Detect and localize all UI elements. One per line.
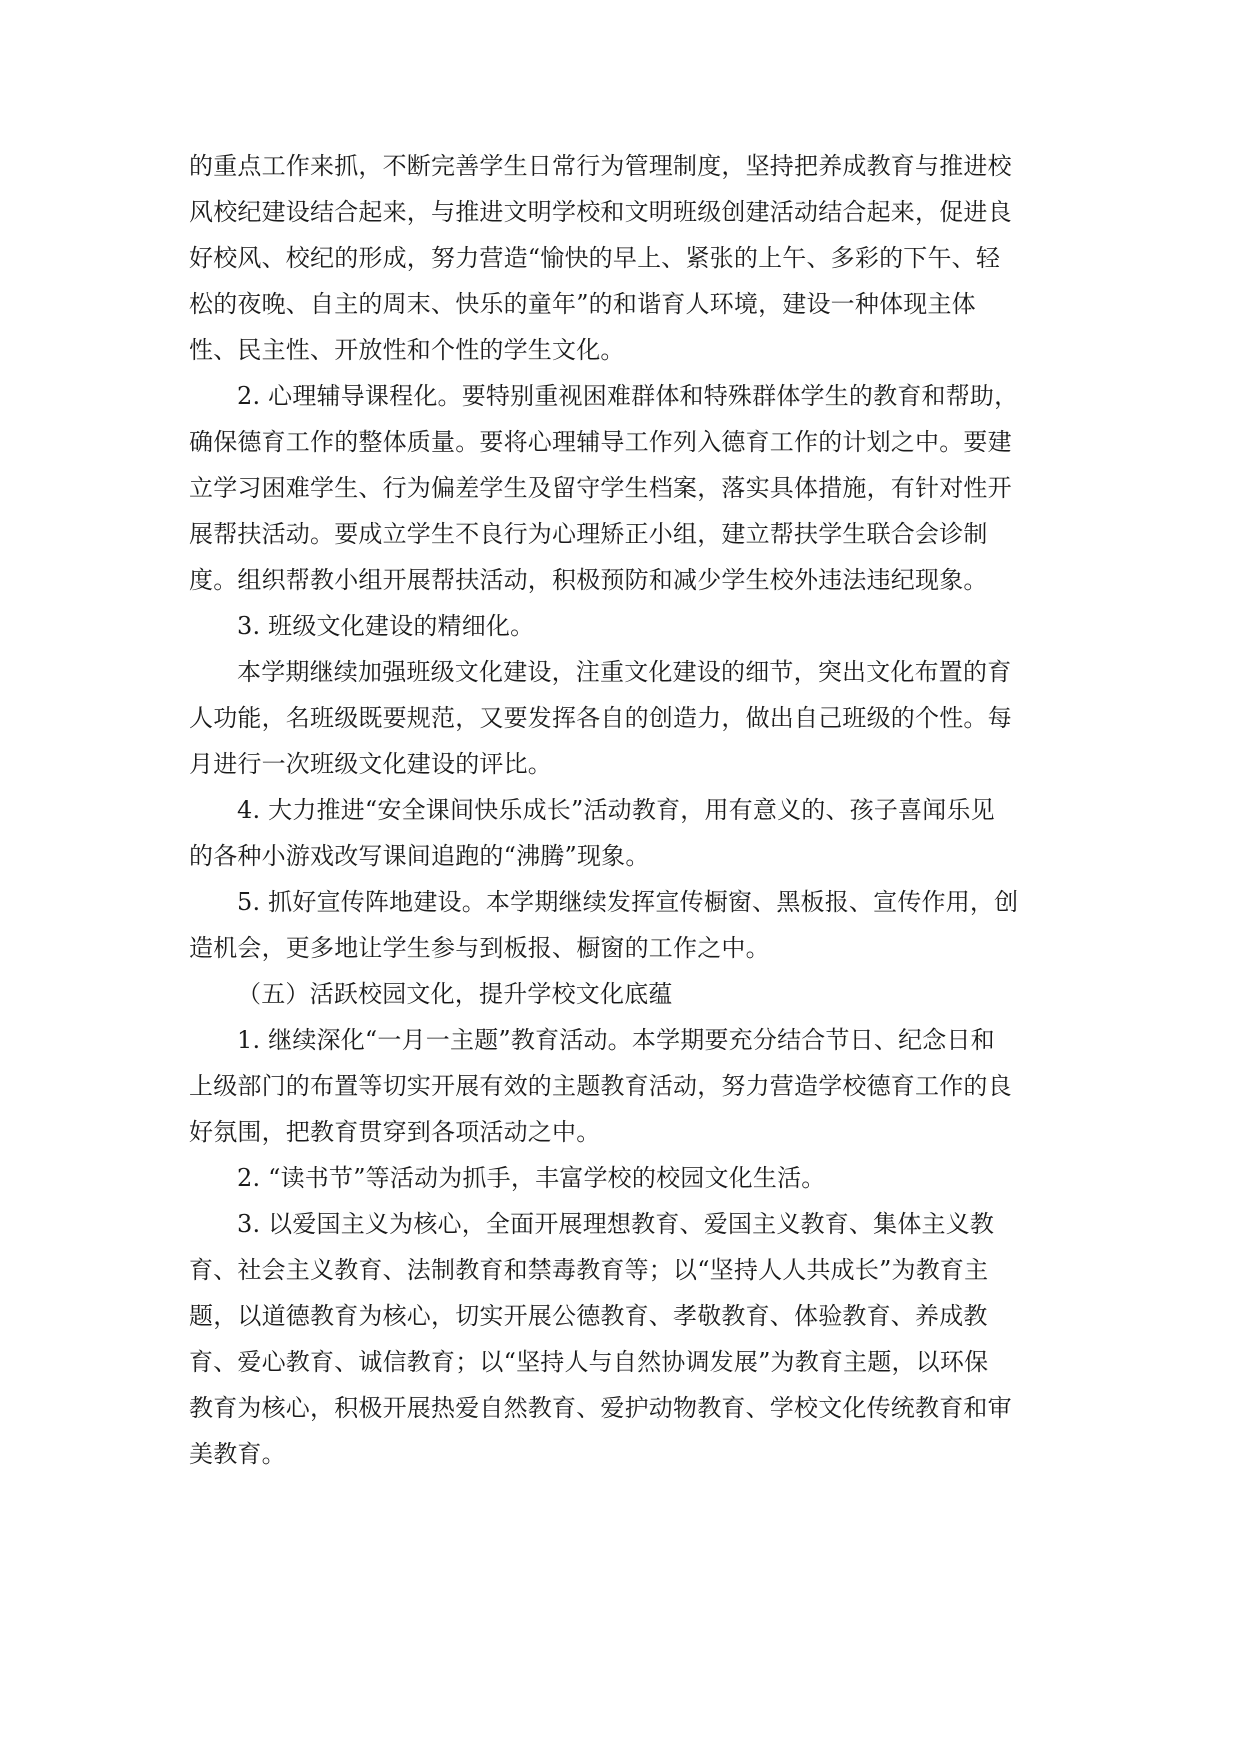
text-line: 美教育。 (189, 1440, 286, 1468)
text-line: 1. 继续深化“一月一主题”教育活动。本学期要充分结合节日、纪念日和 (237, 1026, 995, 1054)
text-line: 4. 大力推进“安全课间快乐成长”活动教育，用有意义的、孩子喜闻乐见 (237, 796, 995, 824)
text-line: 题，以道德教育为核心，切实开展公德教育、孝敬教育、体验教育、养成教 (189, 1302, 988, 1330)
text-line: 立学习困难学生、行为偏差学生及留守学生档案，落实具体措施，有针对性开 (189, 474, 1012, 502)
text-line: 好校风、校纪的形成，努力营造“愉快的早上、紧张的上午、多彩的下午、轻 (189, 244, 1001, 272)
text-line: 度。组织帮教小组开展帮扶活动，积极预防和减少学生校外违法违纪现象。 (189, 566, 988, 594)
text-line: 的重点工作来抓，不断完善学生日常行为管理制度，坚持把养成教育与推进校 (189, 152, 1012, 180)
text-line: 2. “读书节”等活动为抓手，丰富学校的校园文化生活。 (237, 1164, 826, 1192)
text-line: 教育为核心，积极开展热爱自然教育、爱护动物教育、学校文化传统教育和审 (189, 1394, 1012, 1422)
text-line: 的各种小游戏改写课间追跑的“沸腾”现象。 (189, 842, 650, 870)
paragraph-1 (189, 143, 1053, 373)
text-line: 风校纪建设结合起来，与推进文明学校和文明班级创建活动结合起来，促进良 (189, 198, 1012, 226)
text-line: （五）活跃校园文化，提升学校文化底蕴 (237, 980, 673, 1008)
text-line: 5. 抓好宣传阵地建设。本学期继续发挥宣传橱窗、黑板报、宣传作用，创 (237, 888, 1019, 916)
section-heading (189, 971, 1053, 1017)
paragraph-3 (189, 603, 1053, 649)
text-line: 造机会，更多地让学生参与到板报、橱窗的工作之中。 (189, 934, 770, 962)
paragraph-4 (189, 649, 1053, 787)
text-line: 好氛围，把教育贯穿到各项活动之中。 (189, 1118, 601, 1146)
paragraph-7 (189, 1017, 1053, 1155)
paragraph-5 (189, 787, 1053, 879)
text-line: 展帮扶活动。要成立学生不良行为心理矫正小组，建立帮扶学生联合会诊制 (189, 520, 988, 548)
paragraph-9 (189, 1201, 1053, 1477)
text-line: 3. 以爱国主义为核心，全面开展理想教育、爱国主义教育、集体主义教 (237, 1210, 995, 1238)
text-line: 性、民主性、开放性和个性的学生文化。 (189, 336, 625, 364)
document-body (189, 143, 1053, 1477)
text-line: 育、爱心教育、诚信教育；以“坚持人与自然协调发展”为教育主题，以环保 (189, 1348, 989, 1376)
text-line: 上级部门的布置等切实开展有效的主题教育活动，努力营造学校德育工作的良 (189, 1072, 1012, 1100)
text-line: 育、社会主义教育、法制教育和禁毒教育等；以“坚持人人共成长”为教育主 (189, 1256, 989, 1284)
paragraph-2 (189, 373, 1053, 603)
text-line: 确保德育工作的整体质量。要将心理辅导工作列入德育工作的计划之中。要建 (189, 428, 1012, 456)
text-line: 2. 心理辅导课程化。要特别重视困难群体和特殊群体学生的教育和帮助， (237, 382, 1019, 410)
text-line: 3. 班级文化建设的精细化。 (237, 612, 535, 640)
paragraph-6 (189, 879, 1053, 971)
paragraph-8 (189, 1155, 1053, 1201)
text-line: 月进行一次班级文化建设的评比。 (189, 750, 552, 778)
text-line: 人功能，名班级既要规范，又要发挥各自的创造力，做出自己班级的个性。每 (189, 704, 1012, 732)
text-line: 松的夜晚、自主的周末、快乐的童年”的和谐育人环境，建设一种体现主体 (189, 290, 976, 318)
text-line: 本学期继续加强班级文化建设，注重文化建设的细节，突出文化布置的育 (237, 658, 1012, 686)
